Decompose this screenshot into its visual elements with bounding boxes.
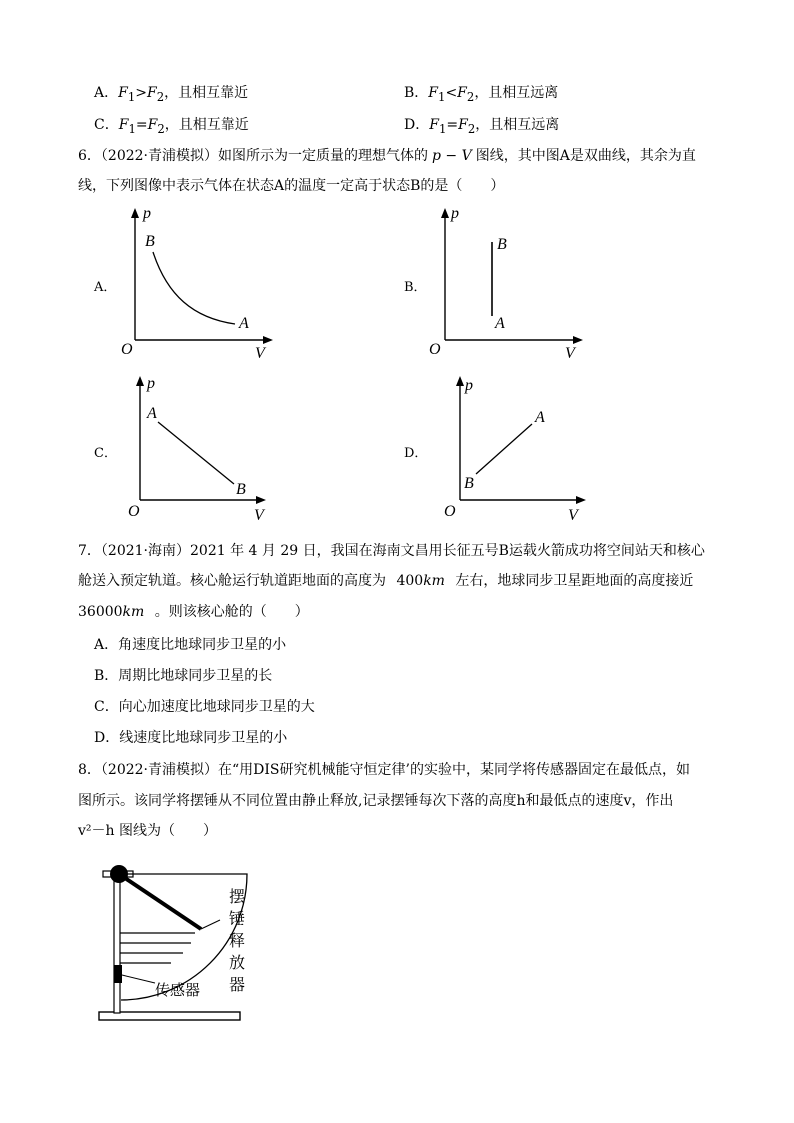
- q6-graph-c-y-axis-label: p: [147, 375, 155, 392]
- q6-graph-d-x-axis-label: V: [568, 507, 578, 524]
- q6-graph-b-y-axis-label: p: [451, 205, 459, 222]
- q7-stem-line3: 36000km 。则该核心舱的（ ）: [78, 604, 309, 620]
- q7-stem-line1: 7．（2021·海南）2021 年 4 月 29 日，我国在海南文昌用长征五号B运载火箭成功将空间站天和核心: [78, 543, 705, 559]
- q6-graph-d-origin: O: [444, 503, 456, 520]
- q8-apparatus-figure: [95, 855, 250, 1025]
- q6-option-d-label: D．: [404, 446, 428, 461]
- q6-graph-a-point-start: B: [145, 233, 155, 250]
- q7-option-d: D．线速度比地球同步卫星的小: [94, 730, 288, 746]
- q6-graph-c-point-start: A: [147, 405, 157, 422]
- q6-graph-c-point-end: B: [236, 481, 246, 498]
- q7-option-c: C．向心加速度比地球同步卫星的大: [94, 699, 315, 715]
- q5-option-c: C．$F_1=F_2$，且相互靠近: [94, 117, 249, 136]
- q6-stem-line1: 6．（2022·青浦模拟）如图所示为一定质量的理想气体的 p − V 图线，其中图A是双曲线，其余为直: [78, 148, 696, 164]
- q6-graph-a: [115, 200, 285, 365]
- q6-graph-b-origin: O: [429, 341, 441, 358]
- q6-graph-c: [120, 370, 280, 530]
- q8-release-label-1: 锤: [229, 911, 246, 928]
- q6-graph-a-origin: O: [121, 341, 133, 358]
- q6-graph-d-y-axis-label: p: [465, 377, 473, 394]
- q6-graph-c-x-axis-label: V: [254, 507, 264, 524]
- q6-graph-d-point-end: B: [464, 475, 474, 492]
- q6-option-c-label: C．: [94, 446, 117, 461]
- q8-stem-line1: 8．（2022·青浦模拟）在“用DIS研究机械能守恒定律’的实验中，某同学将传感器固定在最低点，如: [78, 762, 690, 778]
- q8-release-label-4: 器: [229, 977, 246, 994]
- q5-option-d: D．$F_1=F_2$，且相互远离: [404, 117, 560, 136]
- q6-stem-line2: 线，下列图像中表示气体在状态A的温度一定高于状态B的是（ ）: [78, 178, 505, 194]
- q6-option-a-label: A．: [94, 280, 117, 295]
- q7-stem-line2: 舱送入预定轨道。核心舱运行轨道距地面的高度为 400km 左右，地球同步卫星距地面的高度接近: [78, 573, 694, 589]
- q6-graph-a-x-axis-label: V: [255, 345, 265, 362]
- q8-release-label-3: 放: [229, 955, 246, 972]
- q8-release-label-0: 摆: [229, 889, 246, 906]
- q6-graph-c-origin: O: [128, 503, 140, 520]
- q8-release-label-2: 释: [229, 933, 246, 950]
- q6-graph-b: [425, 200, 595, 365]
- q6-graph-b-point-start: B: [497, 236, 507, 253]
- q8-stem-line3: v²－h 图线为（ ）: [78, 823, 217, 839]
- q6-option-b-label: B．: [404, 280, 427, 295]
- q6-graph-d: [440, 370, 600, 530]
- q6-graph-a-point-end: A: [239, 315, 249, 332]
- q6-graph-a-y-axis-label: p: [143, 205, 151, 222]
- q6-graph-b-point-end: A: [495, 315, 505, 332]
- q8-sensor-label: 传感器: [155, 983, 201, 999]
- q7-option-a: A．角速度比地球同步卫星的小: [94, 637, 287, 653]
- q5-option-b: B．$F_1<F_2$，且相互远离: [404, 85, 559, 104]
- q6-graph-b-x-axis-label: V: [565, 345, 575, 362]
- q8-stem-line2: 图所示。该同学将摆锤从不同位置由静止释放,记录摆锤每次下落的高度h和最低点的速度v，作出: [78, 793, 674, 809]
- q5-option-a: A．$F_1>F_2$，且相互靠近: [94, 85, 249, 104]
- q7-option-b: B．周期比地球同步卫星的长: [94, 668, 273, 684]
- q6-graph-d-point-start: A: [535, 409, 545, 426]
